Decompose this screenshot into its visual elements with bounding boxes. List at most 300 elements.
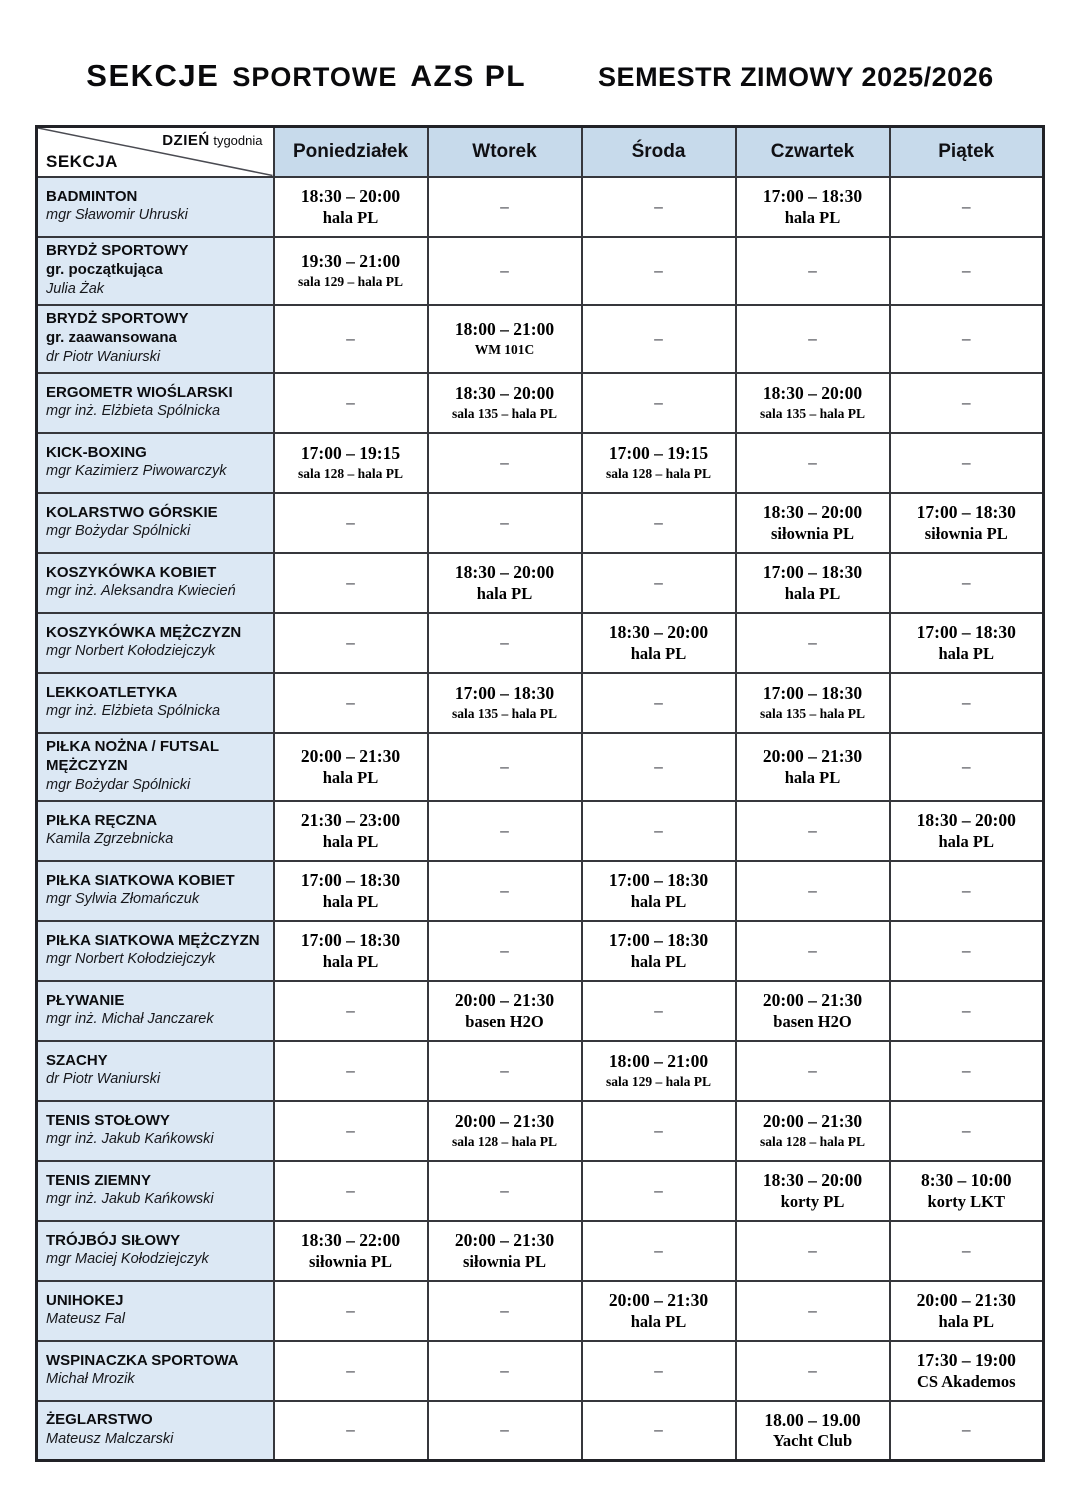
section-instructor: mgr Sylwia Złomańczuk [46, 891, 200, 908]
location: CS Akademos [916, 1371, 1016, 1391]
empty-slot-dash: – [962, 1420, 971, 1440]
section-instructor: mgr Kazimierz Piwowarczyk [46, 463, 227, 480]
schedule-cell [274, 733, 428, 801]
sports-sections-timetable [35, 125, 1045, 1462]
section-instructor: mgr Sławomir Uhruski [46, 207, 188, 224]
timetable-body [37, 177, 1044, 1461]
location: sala 135 – hala PL [759, 405, 865, 421]
time-range: 17:00 – 18:30 [300, 929, 401, 950]
section-name: SZACHY [46, 1051, 108, 1069]
section-instructor: mgr inż. Elżbieta Spólnicka [46, 703, 221, 720]
empty-slot-dash: – [808, 452, 817, 472]
section-name: PIŁKA RĘCZNA [46, 811, 158, 829]
empty-slot-dash: – [962, 1000, 971, 1020]
empty-slot-dash: – [808, 880, 817, 900]
schedule-cell [736, 1401, 890, 1461]
location: basen H2O [465, 1011, 544, 1031]
empty-slot-dash: – [962, 1120, 971, 1140]
schedule-cell [736, 1101, 890, 1161]
schedule-cell [428, 1161, 582, 1221]
section-instructor: dr Piotr Waniurski [46, 1071, 161, 1088]
section-name: ERGOMETR WIOŚLARSKI [46, 383, 233, 401]
table-row [37, 493, 1044, 553]
schedule-cell [890, 177, 1044, 237]
section-cell [37, 1341, 274, 1401]
empty-slot-dash: – [654, 756, 663, 776]
day-header-friday: Piątek [890, 127, 1044, 177]
location: hala PL [784, 767, 841, 787]
location: siłownia PL [463, 1251, 546, 1271]
schedule-cell [274, 801, 428, 861]
location: basen H2O [773, 1011, 852, 1031]
section-cell [37, 493, 274, 553]
empty-slot-dash: – [808, 632, 817, 652]
time-range: 17:00 – 18:30 [762, 561, 863, 582]
time-range: 18:30 – 20:00 [454, 561, 555, 582]
table-row [37, 861, 1044, 921]
location: hala PL [476, 583, 533, 603]
section-cell [37, 613, 274, 673]
location: sala 128 – hala PL [759, 1133, 865, 1149]
section-cell [37, 1281, 274, 1341]
table-row [37, 1041, 1044, 1101]
schedule-cell [890, 673, 1044, 733]
empty-slot-dash: – [346, 1000, 355, 1020]
section-cell [37, 237, 274, 305]
empty-slot-dash: – [962, 692, 971, 712]
section-instructor: mgr inż. Michał Janczarek [46, 1011, 214, 1028]
table-row [37, 801, 1044, 861]
time-range: 20:00 – 21:30 [300, 745, 401, 766]
section-instructor: mgr Bożydar Spólnicki [46, 523, 191, 540]
section-cell [37, 433, 274, 493]
empty-slot-dash: – [346, 1420, 355, 1440]
location: hala PL [630, 951, 687, 971]
location: sala 129 – hala PL [605, 1073, 711, 1089]
location: siłownia PL [771, 523, 854, 543]
empty-slot-dash: – [654, 692, 663, 712]
section-name: KOSZYKÓWKA MĘŻCZYZN [46, 623, 242, 641]
schedule-cell [428, 673, 582, 733]
empty-slot-dash: – [654, 260, 663, 280]
table-row [37, 177, 1044, 237]
time-range: 20:00 – 21:30 [454, 1111, 555, 1132]
schedule-cell [274, 493, 428, 553]
section-name: TENIS STOŁOWY [46, 1111, 170, 1129]
section-cell [37, 921, 274, 981]
title-word-azs-pl: AZS PL [410, 60, 527, 93]
section-instructor: mgr Norbert Kołodziejczyk [46, 643, 216, 660]
schedule-cell [274, 553, 428, 613]
schedule-cell [890, 237, 1044, 305]
empty-slot-dash: – [500, 1360, 509, 1380]
time-range: 20:00 – 21:30 [454, 1229, 555, 1250]
empty-slot-dash: – [500, 1180, 509, 1200]
schedule-cell [736, 613, 890, 673]
schedule-cell [890, 733, 1044, 801]
day-header-tuesday: Wtorek [428, 127, 582, 177]
schedule-cell [736, 305, 890, 373]
location: siłownia PL [309, 1251, 392, 1271]
time-range: 18:30 – 20:00 [762, 501, 863, 522]
schedule-cell [582, 1101, 736, 1161]
location: hala PL [630, 643, 687, 663]
location: hala PL [630, 1311, 687, 1331]
section-name: PIŁKA SIATKOWA KOBIET [46, 871, 235, 889]
empty-slot-dash: – [500, 452, 509, 472]
section-cell [37, 1161, 274, 1221]
empty-slot-dash: – [654, 1120, 663, 1140]
header-row [37, 127, 1044, 177]
schedule-cell [582, 1221, 736, 1281]
schedule-cell [582, 613, 736, 673]
empty-slot-dash: – [808, 328, 817, 348]
empty-slot-dash: – [346, 512, 355, 532]
empty-slot-dash: – [346, 572, 355, 592]
section-cell [37, 673, 274, 733]
section-name: PŁYWANIE [46, 991, 125, 1009]
schedule-cell [428, 373, 582, 433]
location: sala 128 – hala PL [297, 465, 403, 481]
time-range: 18:00 – 21:00 [608, 1051, 709, 1072]
corner-day-axis-bold: DZIEŃ [162, 132, 210, 149]
time-range: 18:30 – 22:00 [300, 1229, 401, 1250]
time-range: 21:30 – 23:00 [300, 809, 401, 830]
empty-slot-dash: – [962, 940, 971, 960]
time-range: 18:30 – 20:00 [454, 383, 555, 404]
empty-slot-dash: – [500, 1300, 509, 1320]
section-instructor: dr Piotr Waniurski [46, 348, 161, 365]
page-title [0, 58, 1080, 94]
empty-slot-dash: – [654, 1420, 663, 1440]
empty-slot-dash: – [500, 1060, 509, 1080]
empty-slot-dash: – [808, 820, 817, 840]
section-cell [37, 373, 274, 433]
schedule-cell [428, 733, 582, 801]
title-word-sportowe: SPORTOWE [232, 62, 398, 92]
empty-slot-dash: – [654, 1000, 663, 1020]
location: hala PL [938, 831, 994, 851]
schedule-cell [428, 1041, 582, 1101]
schedule-cell [428, 553, 582, 613]
location: Yacht Club [772, 1431, 853, 1451]
table-row [37, 673, 1044, 733]
section-cell [37, 1101, 274, 1161]
time-range: 18:30 – 20:00 [762, 1169, 863, 1190]
schedule-cell [890, 1041, 1044, 1101]
location: hala PL [322, 951, 379, 971]
schedule-cell [428, 1341, 582, 1401]
section-instructor: Julia Żak [46, 280, 105, 297]
schedule-cell [736, 1041, 890, 1101]
schedule-cell [274, 1401, 428, 1461]
table-row [37, 981, 1044, 1041]
schedule-cell [736, 1341, 890, 1401]
time-range: 17:00 – 19:15 [608, 443, 709, 464]
empty-slot-dash: – [962, 572, 971, 592]
section-name: ŻEGLARSTWO [46, 1411, 153, 1429]
title-word-sekcje: SEKCJE [86, 58, 220, 93]
empty-slot-dash: – [962, 1240, 971, 1260]
empty-slot-dash: – [500, 196, 509, 216]
schedule-cell [736, 733, 890, 801]
schedule-cell [274, 1281, 428, 1341]
schedule-cell [582, 1041, 736, 1101]
section-instructor: mgr Norbert Kołodziejczyk [46, 951, 216, 968]
time-range: 17:00 – 18:30 [454, 683, 555, 704]
section-name: PIŁKA SIATKOWA MĘŻCZYZN [46, 931, 260, 949]
location: hala PL [322, 831, 379, 851]
schedule-cell [582, 673, 736, 733]
table-row [37, 1101, 1044, 1161]
table-row [37, 733, 1044, 801]
section-cell [37, 1401, 274, 1461]
schedule-cell [428, 433, 582, 493]
schedule-cell [890, 305, 1044, 373]
empty-slot-dash: – [962, 452, 971, 472]
location: hala PL [322, 207, 379, 227]
empty-slot-dash: – [962, 260, 971, 280]
schedule-cell [890, 861, 1044, 921]
location: hala PL [938, 1311, 994, 1331]
section-instructor: mgr Maciej Kołodziejczyk [46, 1251, 209, 1268]
empty-slot-dash: – [962, 392, 971, 412]
schedule-cell [428, 613, 582, 673]
empty-slot-dash: – [500, 260, 509, 280]
section-cell [37, 733, 274, 801]
schedule-cell [428, 493, 582, 553]
section-name: PIŁKA NOŻNA / FUTSAL [46, 738, 220, 756]
section-name: BRYDŻ SPORTOWY [46, 310, 189, 328]
schedule-cell [582, 553, 736, 613]
empty-slot-dash: – [962, 880, 971, 900]
schedule-cell [890, 553, 1044, 613]
schedule-cell [428, 861, 582, 921]
schedule-cell [736, 177, 890, 237]
schedule-cell [582, 733, 736, 801]
table-row [37, 1161, 1044, 1221]
schedule-cell [274, 177, 428, 237]
time-range: 18:00 – 21:00 [454, 319, 555, 340]
time-range: 17:00 – 18:30 [608, 929, 709, 950]
time-range: 17:00 – 18:30 [608, 869, 709, 890]
location: hala PL [322, 891, 379, 911]
section-instructor: Mateusz Malczarski [46, 1431, 174, 1448]
schedule-cell [736, 237, 890, 305]
section-instructor: mgr inż. Jakub Kańkowski [46, 1131, 214, 1148]
schedule-cell [582, 237, 736, 305]
section-cell [37, 177, 274, 237]
schedule-cell [428, 1101, 582, 1161]
schedule-cell [274, 305, 428, 373]
schedule-cell [890, 981, 1044, 1041]
schedule-cell [890, 493, 1044, 553]
day-header-monday: Poniedziałek [274, 127, 428, 177]
empty-slot-dash: – [654, 820, 663, 840]
empty-slot-dash: – [808, 1360, 817, 1380]
location: sala 135 – hala PL [759, 705, 865, 721]
schedule-cell [428, 1401, 582, 1461]
schedule-cell [736, 801, 890, 861]
empty-slot-dash: – [962, 196, 971, 216]
table-row [37, 613, 1044, 673]
section-cell [37, 1221, 274, 1281]
section-instructor: mgr inż. Jakub Kańkowski [46, 1191, 214, 1208]
schedule-cell [274, 1221, 428, 1281]
section-cell [37, 801, 274, 861]
day-header-wednesday: Środa [582, 127, 736, 177]
schedule-cell [274, 921, 428, 981]
schedule-cell [582, 981, 736, 1041]
schedule-cell [274, 433, 428, 493]
schedule-cell [582, 373, 736, 433]
section-instructor: Michał Mrozik [46, 1371, 135, 1388]
corner-section-axis-label: SEKCJA [46, 151, 118, 171]
schedule-cell [274, 373, 428, 433]
empty-slot-dash: – [654, 1360, 663, 1380]
schedule-cell [890, 1341, 1044, 1401]
location: hala PL [784, 207, 841, 227]
table-row [37, 305, 1044, 373]
section-name: KOLARSTWO GÓRSKIE [46, 503, 218, 521]
section-name: MĘŻCZYZN [46, 757, 128, 775]
empty-slot-dash: – [346, 692, 355, 712]
empty-slot-dash: – [500, 512, 509, 532]
table-row [37, 433, 1044, 493]
schedule-cell [736, 1161, 890, 1221]
schedule-cell [890, 373, 1044, 433]
schedule-cell [890, 1401, 1044, 1461]
location: hala PL [784, 583, 841, 603]
empty-slot-dash: – [654, 328, 663, 348]
schedule-cell [428, 305, 582, 373]
schedule-cell [582, 1341, 736, 1401]
section-name: WSPINACZKA SPORTOWA [46, 1351, 239, 1369]
section-instructor: mgr inż. Elżbieta Spólnicka [46, 403, 221, 420]
empty-slot-dash: – [808, 1060, 817, 1080]
schedule-cell [890, 1101, 1044, 1161]
empty-slot-dash: – [500, 1420, 509, 1440]
time-range: 17:30 – 19:00 [916, 1349, 1016, 1370]
location: hala PL [938, 643, 994, 663]
time-range: 17:00 – 18:30 [300, 869, 401, 890]
location: WM 101C [474, 341, 535, 357]
location: sala 129 – hala PL [297, 273, 403, 289]
schedule-cell [736, 673, 890, 733]
schedule-cell [736, 861, 890, 921]
time-range: 18:30 – 20:00 [300, 185, 401, 206]
empty-slot-dash: – [654, 196, 663, 216]
section-name: KICK-BOXING [46, 443, 147, 461]
empty-slot-dash: – [500, 940, 509, 960]
schedule-cell [274, 861, 428, 921]
time-range: 17:00 – 19:15 [300, 443, 401, 464]
empty-slot-dash: – [346, 1060, 355, 1080]
section-name: gr. początkująca [46, 261, 163, 279]
section-cell [37, 1041, 274, 1101]
time-range: 18.00 – 19.00 [764, 1409, 861, 1430]
empty-slot-dash: – [346, 1360, 355, 1380]
empty-slot-dash: – [500, 632, 509, 652]
time-range: 18:30 – 20:00 [916, 809, 1016, 830]
schedule-cell [736, 493, 890, 553]
empty-slot-dash: – [346, 328, 355, 348]
schedule-cell [582, 861, 736, 921]
schedule-cell [428, 237, 582, 305]
schedule-cell [890, 1281, 1044, 1341]
schedule-cell [736, 553, 890, 613]
schedule-cell [428, 1221, 582, 1281]
table-row [37, 1281, 1044, 1341]
schedule-cell [890, 801, 1044, 861]
schedule-cell [274, 613, 428, 673]
time-range: 20:00 – 21:30 [608, 1289, 709, 1310]
schedule-cell [274, 981, 428, 1041]
empty-slot-dash: – [346, 632, 355, 652]
schedule-cell [582, 177, 736, 237]
empty-slot-dash: – [808, 1240, 817, 1260]
schedule-cell [428, 981, 582, 1041]
section-name: gr. zaawansowana [46, 329, 177, 347]
day-header-thursday: Czwartek [736, 127, 890, 177]
time-range: 17:00 – 18:30 [916, 501, 1016, 522]
empty-slot-dash: – [962, 756, 971, 776]
location: hala PL [630, 891, 687, 911]
table-row [37, 1341, 1044, 1401]
section-name: TRÓJBÓJ SIŁOWY [46, 1231, 181, 1249]
location: sala 128 – hala PL [451, 1133, 557, 1149]
schedule-cell [428, 801, 582, 861]
time-range: 17:00 – 18:30 [762, 683, 863, 704]
section-name: UNIHOKEJ [46, 1291, 124, 1309]
time-range: 20:00 – 21:30 [762, 989, 863, 1010]
time-range: 17:00 – 18:30 [916, 621, 1016, 642]
empty-slot-dash: – [654, 512, 663, 532]
table-row [37, 373, 1044, 433]
empty-slot-dash: – [654, 1240, 663, 1260]
location: korty PL [780, 1191, 845, 1211]
schedule-cell [428, 1281, 582, 1341]
section-name: BRYDŻ SPORTOWY [46, 242, 189, 260]
section-instructor: mgr inż. Aleksandra Kwiecień [46, 583, 236, 600]
table-row [37, 237, 1044, 305]
section-cell [37, 861, 274, 921]
table-row [37, 1401, 1044, 1461]
section-name: TENIS ZIEMNY [46, 1171, 152, 1189]
schedule-cell [428, 921, 582, 981]
schedule-cell [582, 433, 736, 493]
empty-slot-dash: – [808, 260, 817, 280]
table-row [37, 1221, 1044, 1281]
empty-slot-dash: – [346, 1300, 355, 1320]
schedule-cell [274, 1041, 428, 1101]
location: sala 135 – hala PL [451, 705, 557, 721]
time-range: 17:00 – 18:30 [762, 185, 863, 206]
schedule-cell [736, 1281, 890, 1341]
corner-day-axis-label [162, 132, 262, 149]
time-range: 20:00 – 21:30 [454, 989, 555, 1010]
corner-day-axis-rest: tygodnia [213, 133, 263, 148]
time-range: 20:00 – 21:30 [762, 745, 863, 766]
location: sala 128 – hala PL [605, 465, 711, 481]
time-range: 8:30 – 10:00 [921, 1169, 1012, 1190]
time-range: 20:00 – 21:30 [762, 1111, 863, 1132]
corner-cell [37, 127, 274, 177]
schedule-cell [736, 981, 890, 1041]
schedule-cell [736, 433, 890, 493]
schedule-cell [736, 921, 890, 981]
table-row [37, 921, 1044, 981]
